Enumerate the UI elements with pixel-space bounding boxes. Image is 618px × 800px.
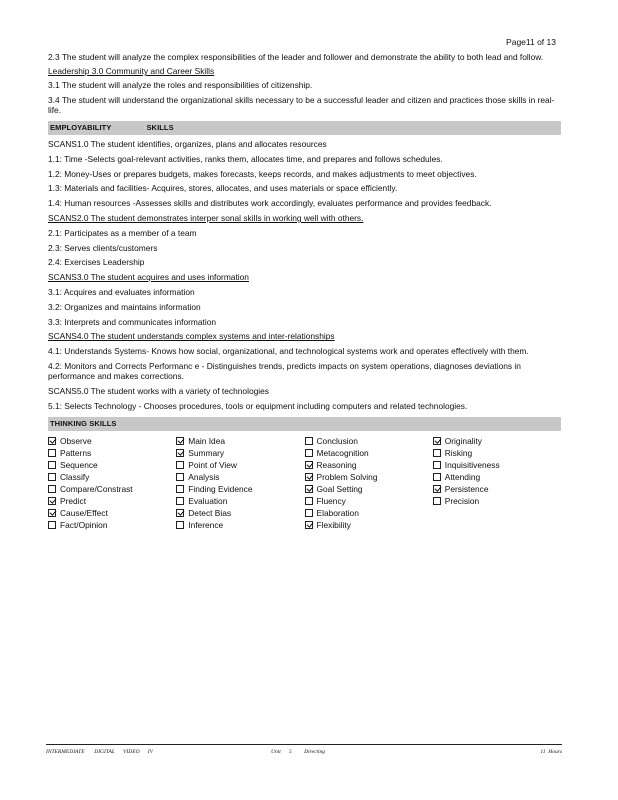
- thinking-skill-item: [176, 447, 304, 459]
- employability-line: 3.1: Acquires and evaluates information: [48, 286, 195, 297]
- unchecked-checkbox[interactable]: [176, 521, 184, 529]
- employability-line: SCANS1.0 The student identifies, organizes, plans and allocates resources: [48, 139, 327, 150]
- thinking-skill-item: [433, 495, 561, 507]
- unchecked-checkbox[interactable]: [48, 485, 56, 493]
- unchecked-checkbox[interactable]: [305, 497, 313, 505]
- thinking-skill-item: [305, 435, 433, 447]
- employability-list: [48, 139, 561, 411]
- thinking-skill-item: [176, 483, 304, 495]
- thinking-skill-label: Inquisitiveness: [444, 459, 500, 470]
- thinking-skill-label: Observe: [60, 435, 92, 446]
- footer-unit: Unit 5 Directing: [271, 749, 326, 755]
- thinking-skill-item: [48, 519, 176, 531]
- thinking-column: [48, 435, 176, 531]
- thinking-column: [176, 435, 304, 531]
- checked-checkbox[interactable]: [433, 437, 441, 445]
- checked-checkbox[interactable]: [305, 461, 313, 469]
- thinking-skill-item: [176, 471, 304, 483]
- footer-divider: [46, 744, 562, 745]
- employability-line: 3.2: Organizes and maintains information: [48, 301, 201, 312]
- unchecked-checkbox[interactable]: [433, 461, 441, 469]
- thinking-skill-item: [48, 459, 176, 471]
- unchecked-checkbox[interactable]: [305, 449, 313, 457]
- employability-line: 1.4: Human resources -Assesses skills and distributes work accordingly, evaluates performance and provides feedback.: [48, 198, 492, 209]
- employability-section-bar: [48, 121, 561, 135]
- thinking-skill-item: [433, 483, 561, 495]
- thinking-skill-label: Evaluation: [188, 495, 228, 506]
- thinking-skill-label: Sequence: [60, 459, 98, 470]
- unchecked-checkbox[interactable]: [433, 473, 441, 481]
- thinking-skill-item: [176, 507, 304, 519]
- thinking-skill-item: [48, 435, 176, 447]
- unchecked-checkbox[interactable]: [48, 473, 56, 481]
- employability-title: EMPLOYABILITY: [50, 123, 112, 133]
- employability-line: SCANS4.0 The student understands complex systems and inter-relationships: [48, 331, 335, 342]
- employability-line: SCANS2.0 The student demonstrates interper sonal skills in working well with others.: [48, 213, 364, 223]
- thinking-title: THINKING SKILLS: [50, 418, 117, 428]
- checked-checkbox[interactable]: [176, 449, 184, 457]
- thinking-skills-grid: [48, 435, 561, 531]
- employability-line: 3.3: Interprets and communicates information: [48, 316, 217, 327]
- thinking-skill-label: Conclusion: [316, 435, 358, 446]
- checked-checkbox[interactable]: [433, 485, 441, 493]
- thinking-skill-item: [305, 471, 433, 483]
- unchecked-checkbox[interactable]: [433, 497, 441, 505]
- thinking-skill-item: [305, 483, 433, 495]
- employability-line: 2.3: Serves clients/customers: [48, 242, 158, 253]
- thinking-skill-label: Fluency: [316, 495, 346, 506]
- unchecked-checkbox[interactable]: [305, 437, 313, 445]
- thinking-skill-label: Classify: [60, 471, 90, 482]
- employability-line: 1.3: Materials and facilities- Acquires, stores, allocates, and uses materials or space efficiently.: [48, 183, 398, 194]
- thinking-skill-label: Point of View: [188, 459, 237, 470]
- checked-checkbox[interactable]: [48, 497, 56, 505]
- thinking-skill-item: [176, 435, 304, 447]
- thinking-skill-label: Originality: [444, 435, 482, 446]
- thinking-column: [305, 435, 433, 531]
- thinking-skill-item: [433, 447, 561, 459]
- employability-subtitle: SKILLS: [146, 123, 174, 133]
- thinking-skill-label: Elaboration: [316, 507, 359, 518]
- employability-line: 1.1: Time -Selects goal-relevant activities, ranks them, allocates time, and prepares and follows schedules.: [48, 153, 443, 164]
- checked-checkbox[interactable]: [305, 473, 313, 481]
- employability-line: 4.2: Monitors and Corrects Performanc e - Distinguishes trends, predicts impacts on system operations, diagnoses deviations in performance and makes corrections.: [48, 360, 521, 382]
- checked-checkbox[interactable]: [48, 509, 56, 517]
- checked-checkbox[interactable]: [305, 521, 313, 529]
- thinking-skill-label: Flexibility: [316, 519, 351, 530]
- thinking-skill-item: [433, 471, 561, 483]
- thinking-skill-label: Cause/Effect: [60, 507, 108, 518]
- employability-line: 5.1: Selects Technology - Chooses procedures, tools or equipment including computers and related technologies.: [48, 400, 468, 411]
- thinking-skill-label: Precision: [444, 495, 480, 506]
- employability-line: SCANS5.0 The student works with a variety of technologies: [48, 385, 269, 396]
- thinking-skill-label: Main Idea: [188, 435, 226, 446]
- thinking-skill-label: Problem Solving: [316, 471, 378, 482]
- thinking-skill-item: [48, 447, 176, 459]
- footer-hours: 11 Hours: [540, 749, 562, 755]
- thinking-skill-item: [305, 447, 433, 459]
- unchecked-checkbox[interactable]: [176, 497, 184, 505]
- leadership-3-1: 3.1 The student will analyze the roles and responsibilities of citizenship.: [48, 80, 313, 91]
- thinking-skill-item: [305, 507, 433, 519]
- employability-line: 1.2: Money-Uses or prepares budgets, makes forecasts, keeps records, and makes adjustments to meet objectives.: [48, 168, 477, 179]
- thinking-skill-item: [48, 471, 176, 483]
- thinking-skill-item: [48, 507, 176, 519]
- thinking-skill-item: [176, 495, 304, 507]
- thinking-skill-item: [176, 519, 304, 531]
- thinking-skill-label: Patterns: [60, 447, 92, 458]
- unchecked-checkbox[interactable]: [176, 473, 184, 481]
- thinking-skill-label: Risking: [444, 447, 473, 458]
- thinking-skill-label: Metacognition: [316, 447, 369, 458]
- thinking-skill-label: Predict: [60, 495, 87, 506]
- unchecked-checkbox[interactable]: [48, 461, 56, 469]
- leadership-heading-3: Leadership 3.0 Community and Career Skills: [48, 66, 215, 77]
- checked-checkbox[interactable]: [176, 437, 184, 445]
- checked-checkbox[interactable]: [176, 509, 184, 517]
- thinking-skill-label: Detect Bias: [188, 507, 232, 518]
- thinking-skill-item: [305, 519, 433, 531]
- thinking-skill-label: Reasoning: [316, 459, 357, 470]
- thinking-skill-label: Summary: [188, 447, 225, 458]
- unchecked-checkbox[interactable]: [433, 449, 441, 457]
- leadership-2-3: 2.3 The student will analyze the complex responsibilities of the leader and follower and demonstrate the ability to both lead and follow.: [48, 52, 544, 62]
- footer: [46, 749, 562, 759]
- thinking-skill-item: [305, 495, 433, 507]
- thinking-skill-item: [48, 483, 176, 495]
- employability-line: 2.4: Exercises Leadership: [48, 257, 145, 268]
- thinking-section-bar: [48, 417, 561, 431]
- thinking-skill-label: Attending: [444, 471, 481, 482]
- checked-checkbox[interactable]: [48, 437, 56, 445]
- document-body: [48, 52, 561, 531]
- thinking-skill-label: Finding Evidence: [188, 483, 253, 494]
- thinking-skill-item: [433, 435, 561, 447]
- employability-line: SCANS3.0 The student acquires and uses information: [48, 272, 249, 283]
- thinking-skill-item: [176, 459, 304, 471]
- thinking-skill-label: Goal Setting: [316, 483, 363, 494]
- thinking-skill-label: Inference: [188, 519, 224, 530]
- unchecked-checkbox[interactable]: [176, 485, 184, 493]
- thinking-skill-label: Persistence: [444, 483, 489, 494]
- unchecked-checkbox[interactable]: [48, 521, 56, 529]
- footer-course: INTERMEDIATE DIGITAL VIDEO IV: [46, 749, 153, 755]
- thinking-skill-item: [305, 459, 433, 471]
- unchecked-checkbox[interactable]: [48, 449, 56, 457]
- employability-line: 4.1: Understands Systems- Knows how social, organizational, and technological systems work and operates effectively with them.: [48, 346, 529, 357]
- thinking-column: [433, 435, 561, 531]
- thinking-skill-label: Analysis: [188, 471, 220, 482]
- unchecked-checkbox[interactable]: [176, 461, 184, 469]
- unchecked-checkbox[interactable]: [305, 509, 313, 517]
- page-number: Page11 of 13: [506, 37, 556, 47]
- leadership-3-4: 3.4 The student will understand the organizational skills necessary to be a successful leader and citizen and practices those skills in real-life.: [48, 94, 555, 115]
- thinking-skill-label: Compare/Constrast: [60, 483, 133, 494]
- checked-checkbox[interactable]: [305, 485, 313, 493]
- thinking-skill-item: [48, 495, 176, 507]
- employability-line: 2.1: Participates as a member of a team: [48, 227, 197, 238]
- thinking-skill-item: [433, 459, 561, 471]
- thinking-skill-label: Fact/Opinion: [60, 519, 108, 530]
